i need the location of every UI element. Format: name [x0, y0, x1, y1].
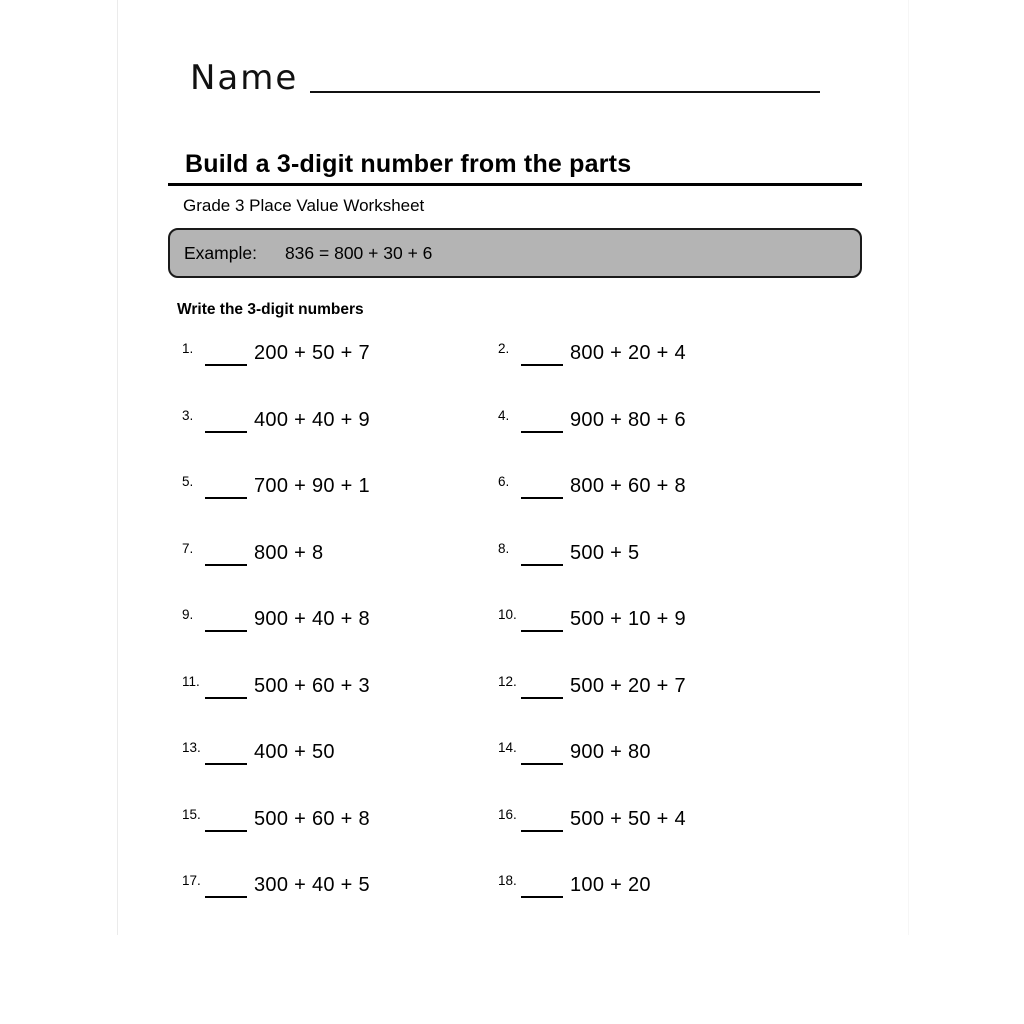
answer-blank	[521, 630, 563, 632]
answer-blank	[205, 497, 247, 499]
problem-item	[182, 732, 498, 799]
answer-blank	[205, 431, 247, 433]
answer-blank	[521, 497, 563, 499]
problem-item	[498, 732, 814, 799]
problem-number: 3.	[182, 407, 194, 423]
problem-expression: 500 + 60 + 3	[254, 674, 370, 697]
problem-expression: 500 + 50 + 4	[570, 807, 686, 830]
problem-number: 6.	[498, 474, 510, 489]
answer-blank	[521, 431, 563, 433]
problem-item	[498, 333, 814, 400]
instruction-text: Write the 3-digit numbers	[177, 301, 364, 318]
example-box	[168, 228, 862, 278]
problems-grid	[182, 333, 814, 932]
problem-expression: 100 + 20	[570, 874, 651, 896]
problem-number: 4.	[498, 407, 510, 423]
problem-expression: 900 + 40 + 8	[254, 608, 370, 630]
problem-item	[182, 466, 498, 533]
problem-number: 5.	[182, 474, 194, 489]
worksheet-title: Build a 3-digit number from the parts	[185, 150, 632, 178]
problem-number: 1.	[182, 341, 194, 356]
answer-blank	[521, 896, 563, 898]
answer-blank	[205, 763, 247, 765]
answer-blank	[521, 564, 563, 566]
problem-item	[498, 865, 814, 932]
answer-blank	[521, 763, 563, 765]
problem-number: 18.	[498, 873, 517, 888]
problem-expression: 900 + 80	[570, 741, 651, 763]
problem-item	[498, 400, 814, 467]
problem-number: 12.	[498, 673, 517, 689]
problem-item	[182, 666, 498, 733]
answer-blank	[521, 697, 563, 699]
problem-item	[498, 799, 814, 866]
problem-item	[182, 400, 498, 467]
problem-item	[182, 799, 498, 866]
example-expression: 836 = 800 + 30 + 6	[284, 242, 433, 263]
problem-number: 17.	[182, 873, 201, 888]
answer-blank	[521, 830, 563, 832]
problem-number: 15.	[182, 806, 201, 822]
answer-blank	[521, 364, 563, 366]
problem-item	[182, 533, 498, 600]
problem-expression: 300 + 40 + 5	[254, 874, 370, 896]
answer-blank	[205, 896, 247, 898]
problem-expression: 400 + 50	[254, 741, 335, 763]
problem-expression: 800 + 60 + 8	[570, 475, 686, 497]
problem-expression: 800 + 8	[254, 541, 324, 564]
problem-expression: 500 + 5	[570, 541, 640, 564]
problem-expression: 500 + 60 + 8	[254, 807, 370, 830]
problem-number: 2.	[498, 341, 510, 356]
problem-expression: 800 + 20 + 4	[570, 342, 686, 364]
title-block	[168, 150, 862, 186]
answer-blank	[205, 630, 247, 632]
answer-blank	[205, 364, 247, 366]
problem-item	[182, 333, 498, 400]
problem-number: 11.	[182, 673, 200, 689]
problem-number: 8.	[498, 540, 510, 556]
problem-expression: 200 + 50 + 7	[254, 342, 370, 364]
name-label: Name	[190, 58, 299, 98]
answer-blank	[205, 697, 247, 699]
problem-expression: 900 + 80 + 6	[570, 408, 686, 431]
problem-number: 10.	[498, 607, 517, 622]
problem-expression: 700 + 90 + 1	[254, 475, 370, 497]
name-answer-line	[310, 91, 820, 93]
answer-blank	[205, 564, 247, 566]
problem-item	[498, 599, 814, 666]
worksheet-subtitle: Grade 3 Place Value Worksheet	[183, 196, 425, 215]
problem-number: 13.	[182, 740, 201, 755]
problem-item	[498, 666, 814, 733]
answer-blank	[205, 830, 247, 832]
problem-expression: 500 + 20 + 7	[570, 674, 686, 697]
problem-item	[182, 599, 498, 666]
problem-number: 14.	[498, 740, 517, 755]
problem-expression: 400 + 40 + 9	[254, 408, 370, 431]
problem-number: 7.	[182, 540, 194, 556]
problem-item	[498, 533, 814, 600]
problem-number: 16.	[498, 806, 517, 822]
problem-item	[182, 865, 498, 932]
problem-expression: 500 + 10 + 9	[570, 608, 686, 630]
problem-item	[498, 466, 814, 533]
example-label: Example:	[184, 242, 257, 263]
problem-number: 9.	[182, 607, 194, 622]
